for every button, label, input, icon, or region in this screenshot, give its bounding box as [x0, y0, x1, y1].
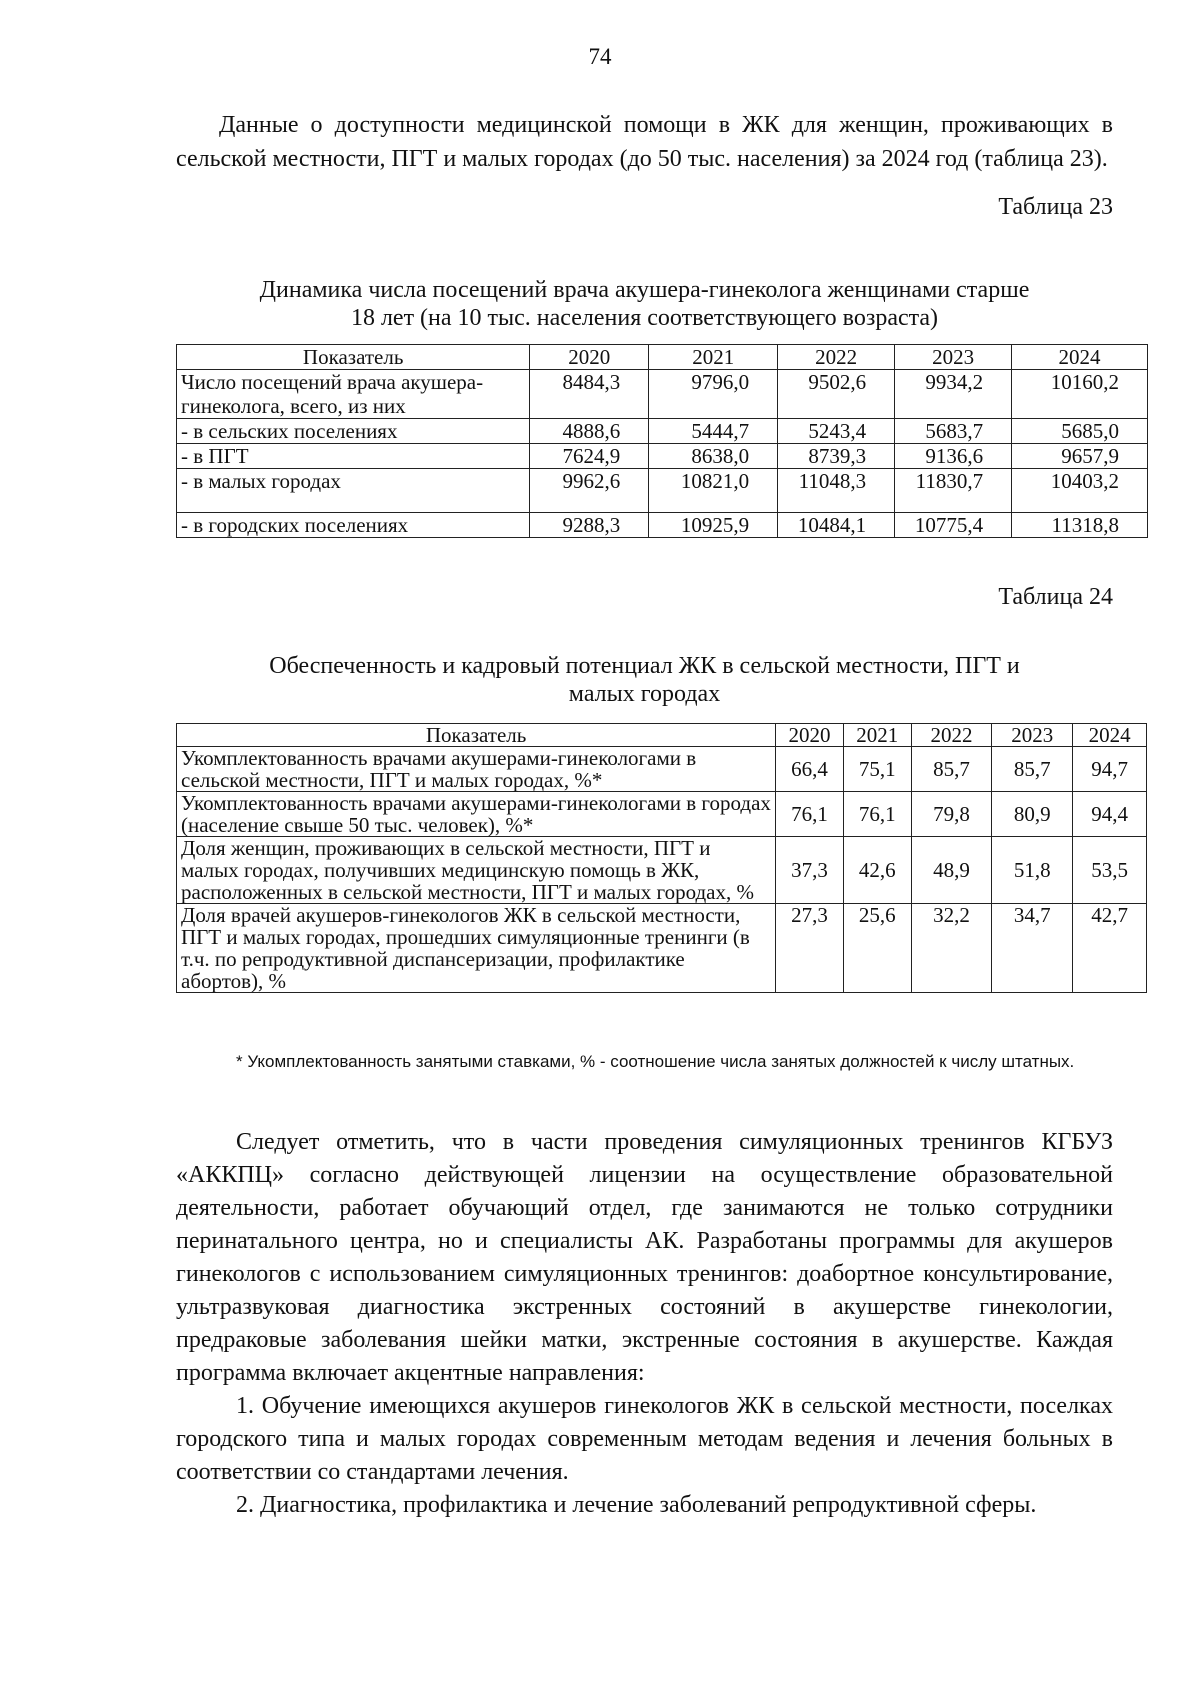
table24-label: Таблица 24 [998, 584, 1113, 610]
table-cell: 10160,2 [1012, 370, 1148, 419]
table-row [177, 747, 1147, 792]
table-cell: 53,5 [1073, 837, 1147, 904]
table-cell: 5444,7 [649, 419, 778, 444]
table-cell: 9796,0 [649, 370, 778, 419]
table-cell: 11318,8 [1012, 513, 1148, 538]
table-cell: 27,3 [776, 904, 844, 993]
table-cell: 48,9 [911, 837, 992, 904]
table-cell: 5683,7 [895, 419, 1012, 444]
row-label: Доля женщин, проживающих в сельской местности, ПГТ и малых городах, получивших медицинскую помощь в ЖК, расположенных в сельской местности, ПГТ и малых городах, % [177, 837, 776, 904]
table-cell: 11048,3 [778, 469, 895, 513]
table-cell: 76,1 [843, 792, 911, 837]
table-cell: 42,6 [843, 837, 911, 904]
table-cell: 85,7 [992, 747, 1073, 792]
table-cell: 32,2 [911, 904, 992, 993]
table-cell: 4888,6 [530, 419, 649, 444]
table-header-row [177, 345, 1148, 370]
header-cell: 2020 [776, 724, 844, 747]
table24-footnote: * Укомплектованность занятыми ставками, % - соотношение числа занятых должностей к числу штатных. [236, 1052, 1075, 1071]
table-cell: 8638,0 [649, 444, 778, 469]
table-cell: 10403,2 [1012, 469, 1148, 513]
table-cell: 9934,2 [895, 370, 1012, 419]
table-row [177, 513, 1148, 538]
table-cell: 7624,9 [530, 444, 649, 469]
row-label: - в малых городах [177, 469, 530, 513]
table-cell: 42,7 [1073, 904, 1147, 993]
table-cell: 8739,3 [778, 444, 895, 469]
table-row [177, 904, 1147, 993]
table-cell: 9657,9 [1012, 444, 1148, 469]
table-cell: 79,8 [911, 792, 992, 837]
row-label: Доля врачей акушеров-гинекологов ЖК в сельской местности, ПГТ и малых городах, прошедших симуляционные тренинги (в т.ч. по репродуктивной диспансеризации, профилактике абортов), % [177, 904, 776, 993]
table23-title-line2: 18 лет (на 10 тыс. населения соответствующего возраста) [350, 305, 939, 331]
body-text [176, 1126, 1113, 1522]
table-cell: 85,7 [911, 747, 992, 792]
table-row [177, 370, 1148, 419]
table-cell: 75,1 [843, 747, 911, 792]
header-cell: Показатель [177, 345, 530, 370]
intro-paragraph: Данные о доступности медицинской помощи в ЖК для женщин, проживающих в сельской местности, ПГТ и малых городах (до 50 тыс. населения) за 2024 год (таблица 23). [176, 112, 1113, 172]
table-cell: 34,7 [992, 904, 1073, 993]
table-cell: 9136,6 [895, 444, 1012, 469]
table-cell: 80,9 [992, 792, 1073, 837]
table-row [177, 792, 1147, 837]
header-cell: 2024 [1012, 345, 1148, 370]
table-cell: 10925,9 [649, 513, 778, 538]
table-cell: 11830,7 [895, 469, 1012, 513]
table-header-row [177, 724, 1147, 747]
table24-title-line2: малых городах [568, 681, 721, 707]
header-cell: 2023 [895, 345, 1012, 370]
body-paragraph: Следует отметить, что в части проведения симуляционных тренингов КГБУЗ «АККПЦ» согласно действующей лицензии на осуществление образовательной деятельности, работает обучающий отдел, где занимаются не только сотрудники перинатального центра, но и специалисты АК. Разработаны программы для акушеров гинекологов с использованием симуляционных тренингов: доабортное консультирование, ультразвуковая диагностика экстренных состояний в акушерстве гинекологии, предраковые заболевания шейки матки, экстренные состояния в акушерстве. Каждая программа включает акцентные направления: [176, 1129, 1113, 1386]
table-cell: 51,8 [992, 837, 1073, 904]
page-number: 74 [588, 44, 612, 69]
table23-title-line1: Динамика числа посещений врача акушера-гинеколога женщинами старше [259, 277, 1030, 303]
table-23 [176, 344, 1148, 538]
row-label: - в ПГТ [177, 444, 530, 469]
table-cell: 9288,3 [530, 513, 649, 538]
row-label: Число посещений врача акушера-гинеколога, всего, из них [177, 370, 530, 419]
row-label: - в городских поселениях [177, 513, 530, 538]
table-cell: 9502,6 [778, 370, 895, 419]
row-label: Укомплектованность врачами акушерами-гинекологами в сельской местности, ПГТ и малых городах, %* [177, 747, 776, 792]
table-row [177, 837, 1147, 904]
header-cell: 2023 [992, 724, 1073, 747]
header-cell: 2021 [843, 724, 911, 747]
table-cell: 10821,0 [649, 469, 778, 513]
table-cell: 25,6 [843, 904, 911, 993]
body-paragraph: 2. Диагностика, профилактика и лечение заболеваний репродуктивной сферы. [236, 1492, 1037, 1518]
table-row [177, 419, 1148, 444]
table-cell: 37,3 [776, 837, 844, 904]
header-cell: 2021 [649, 345, 778, 370]
table24-title [176, 652, 1113, 708]
row-label: - в сельских поселениях [177, 419, 530, 444]
table-row [177, 444, 1148, 469]
table-24 [176, 723, 1147, 993]
header-cell: 2022 [778, 345, 895, 370]
table24-title-line1: Обеспеченность и кадровый потенциал ЖК в сельской местности, ПГТ и [269, 653, 1020, 679]
table-cell: 76,1 [776, 792, 844, 837]
table-cell: 9962,6 [530, 469, 649, 513]
table23-title [176, 276, 1113, 332]
header-cell: 2020 [530, 345, 649, 370]
header-cell: Показатель [177, 724, 776, 747]
table-cell: 94,4 [1073, 792, 1147, 837]
row-label: Укомплектованность врачами акушерами-гинекологами в городах (население свыше 50 тыс. человек), %* [177, 792, 776, 837]
table-cell: 66,4 [776, 747, 844, 792]
header-cell: 2022 [911, 724, 992, 747]
body-paragraph: 1. Обучение имеющихся акушеров гинекологов ЖК в сельской местности, поселках городского типа и малых городах современным методам ведения и лечения больных в соответствии со стандартами лечения. [176, 1393, 1113, 1485]
table23-label: Таблица 23 [998, 194, 1113, 220]
table-cell: 94,7 [1073, 747, 1147, 792]
table-cell: 10484,1 [778, 513, 895, 538]
table-cell: 5243,4 [778, 419, 895, 444]
table-cell: 10775,4 [895, 513, 1012, 538]
table-cell: 8484,3 [530, 370, 649, 419]
table-row [177, 469, 1148, 513]
table-cell: 5685,0 [1012, 419, 1148, 444]
header-cell: 2024 [1073, 724, 1147, 747]
